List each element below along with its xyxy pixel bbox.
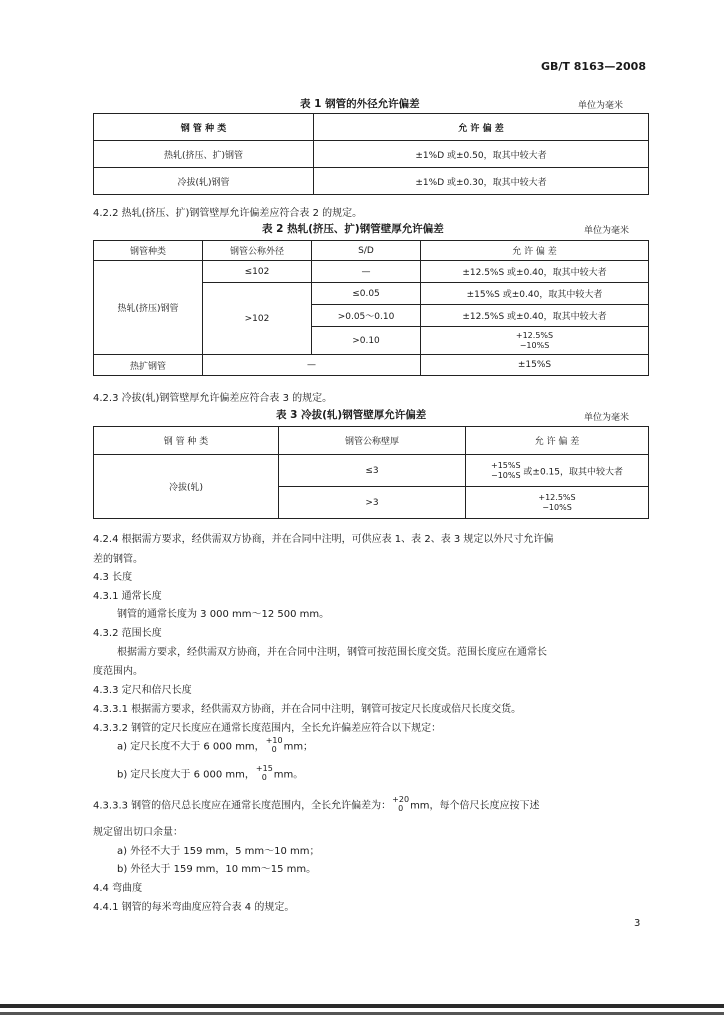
para-4-3-3-1: 4.3.3.1 根据需方要求，经供需双方协商，并在合同中注明，钢管可按定尺长度或倍尺长度交货。: [93, 704, 522, 715]
table3-cell: ≤3: [279, 455, 466, 487]
table-row: [94, 141, 649, 168]
para-4-2-4-line2: 差的钢管。: [93, 554, 143, 565]
para-4-3-3-3: [93, 795, 540, 813]
tolerance-upper: +15%S: [490, 460, 521, 470]
tolerance-lower: 0: [261, 773, 267, 782]
table3-head-type: 钢 管 种 类: [94, 427, 279, 455]
table2-cell: ±15%S: [421, 355, 649, 376]
table3-head-tolerance: 允 许 偏 差: [466, 427, 649, 455]
page-number: 3: [634, 918, 641, 929]
list-text: b) 定尺长度大于 6 000 mm，: [117, 769, 255, 781]
table2-cell: [421, 327, 649, 355]
tolerance-stack: [266, 736, 283, 754]
list-item-b-cut-allowance: b) 外径大于 159 mm，10 mm～15 mm。: [117, 864, 317, 875]
tolerance-upper: +12.5%S: [538, 492, 576, 502]
table1: [93, 113, 649, 195]
table1-head-type: 钢 管 种 类: [94, 114, 314, 141]
table-row: [94, 455, 649, 487]
table1-cell: 冷拔(轧)钢管: [94, 168, 314, 195]
table3: [93, 426, 649, 519]
table2-hot-expanded-label: 热扩钢管: [94, 355, 203, 376]
table-row: [94, 168, 649, 195]
tolerance-lower: 0: [271, 745, 277, 754]
table2-cell: —: [203, 355, 421, 376]
para-4-3-2-line2: 度范围内。: [93, 666, 143, 677]
heading-4-4: 4.4 弯曲度: [93, 883, 143, 894]
table-row: [94, 261, 649, 283]
table2-cell: ±12.5%S 或±0.40，取其中较大者: [421, 305, 649, 327]
table2-head-sd: S/D: [312, 241, 421, 261]
table3-unit: 单位为毫米: [584, 413, 630, 423]
para-4-2-4-line1: 4.2.4 根据需方要求，经供需双方协商，并在合同中注明，可供应表 1、表 2、表 3 规定以外尺寸允许偏: [93, 534, 554, 545]
table2-cell: >0.05～0.10: [312, 305, 421, 327]
para-4-4-1: 4.4.1 钢管的每米弯曲度应符合表 4 的规定。: [93, 902, 295, 913]
tolerance-upper: +15: [255, 764, 273, 773]
table1-cell: 热轧(挤压、扩)钢管: [94, 141, 314, 168]
para-4-3-3-3-line2: 规定留出切口余量：: [93, 827, 183, 838]
tolerance-lower: −10%S: [490, 470, 521, 480]
list-item-b-fixed-length: [117, 764, 303, 782]
list-text: mm。: [273, 769, 304, 781]
table3-cell: [466, 487, 649, 519]
tolerance-lower: −10%S: [542, 502, 572, 512]
tolerance-note: 或±0.15，取其中较大者: [523, 467, 624, 477]
tolerance-stack: [256, 764, 273, 782]
table1-caption: 表 1 钢管的外径允许偏差: [300, 98, 420, 110]
table2-head-tolerance: 允 许 偏 差: [421, 241, 649, 261]
tolerance-upper: +10: [265, 736, 283, 745]
tolerance-stack: [538, 493, 575, 513]
table-row: [94, 355, 649, 376]
heading-4-3-1: 4.3.1 通常长度: [93, 591, 162, 602]
table3-header-row: [94, 427, 649, 455]
table2-head-type: 钢管种类: [94, 241, 203, 261]
table2-hot-rolled-label: 热轧(挤压)钢管: [94, 261, 203, 355]
heading-4-3-3: 4.3.3 定尺和倍尺长度: [93, 685, 192, 696]
para-text: mm，每个倍尺长度应按下述: [410, 800, 540, 812]
table3-head-thickness: 钢管公称壁厚: [279, 427, 466, 455]
scan-border-line: [0, 1012, 724, 1015]
table2-cell: ≤0.05: [312, 283, 421, 305]
table2-cell: ±15%S 或±0.40，取其中较大者: [421, 283, 649, 305]
table2-caption: 表 2 热轧(挤压、扩)钢管壁厚允许偏差: [262, 223, 444, 235]
para-text: 4.3.3.3 钢管的倍尺总长度应在通常长度范围内，全长允许偏差为：: [93, 800, 392, 812]
para-4-3-2-line1: 根据需方要求，经供需双方协商，并在合同中注明，钢管可按范围长度交货。范围长度应在通常长: [117, 647, 547, 658]
table2-head-od: 钢管公称外径: [203, 241, 312, 261]
table3-caption: 表 3 冷拔(轧)钢管壁厚允许偏差: [276, 409, 427, 421]
table2-cell: —: [312, 261, 421, 283]
table2-cell: >0.10: [312, 327, 421, 355]
table2-cell: >102: [203, 283, 312, 355]
tolerance-upper: +20: [392, 795, 410, 804]
heading-4-3: 4.3 长度: [93, 572, 133, 583]
table1-cell: ±1%D 或±0.50，取其中较大者: [314, 141, 649, 168]
para-4-3-1: 钢管的通常长度为 3 000 mm～12 500 mm。: [117, 609, 330, 620]
para-4-2-3: 4.2.3 冷拔(轧)钢管壁厚允许偏差应符合表 3 的规定。: [93, 393, 333, 404]
heading-4-3-2: 4.3.2 范围长度: [93, 628, 162, 639]
para-4-3-3-2: 4.3.3.2 钢管的定尺长度应在通常长度范围内，全长允许偏差应符合以下规定：: [93, 723, 442, 734]
list-text: mm；: [283, 741, 314, 753]
table2-unit: 单位为毫米: [584, 226, 630, 236]
table3-cell: [466, 455, 649, 487]
table1-head-tolerance: 允 许 偏 差: [314, 114, 649, 141]
list-item-a-cut-allowance: a) 外径不大于 159 mm，5 mm～10 mm；: [117, 846, 320, 857]
table2-cell: ≤102: [203, 261, 312, 283]
tolerance-lower: 0: [398, 804, 404, 813]
list-text: a) 定尺长度不大于 6 000 mm，: [117, 741, 265, 753]
table1-header-row: [94, 114, 649, 141]
table2-cell: ±12.5%S 或±0.40，取其中较大者: [421, 261, 649, 283]
scan-border-line: [0, 1004, 724, 1008]
tolerance-stack: [392, 795, 409, 813]
standard-code: GB/T 8163—2008: [541, 60, 646, 73]
list-item-a-fixed-length: [117, 736, 313, 754]
tolerance-stack: [516, 331, 553, 351]
table2-header-row: [94, 241, 649, 261]
table3-cell: >3: [279, 487, 466, 519]
tolerance-lower: −10%S: [519, 340, 550, 350]
table1-cell: ±1%D 或±0.30，取其中较大者: [314, 168, 649, 195]
table2: [93, 240, 649, 376]
table3-cold-drawn-label: 冷拔(轧): [94, 455, 279, 519]
para-4-2-2: 4.2.2 热轧(挤压、扩)钢管壁厚允许偏差应符合表 2 的规定。: [93, 208, 363, 219]
tolerance-upper: +12.5%S: [515, 330, 554, 340]
table1-unit: 单位为毫米: [578, 101, 624, 111]
tolerance-stack: [491, 461, 521, 481]
